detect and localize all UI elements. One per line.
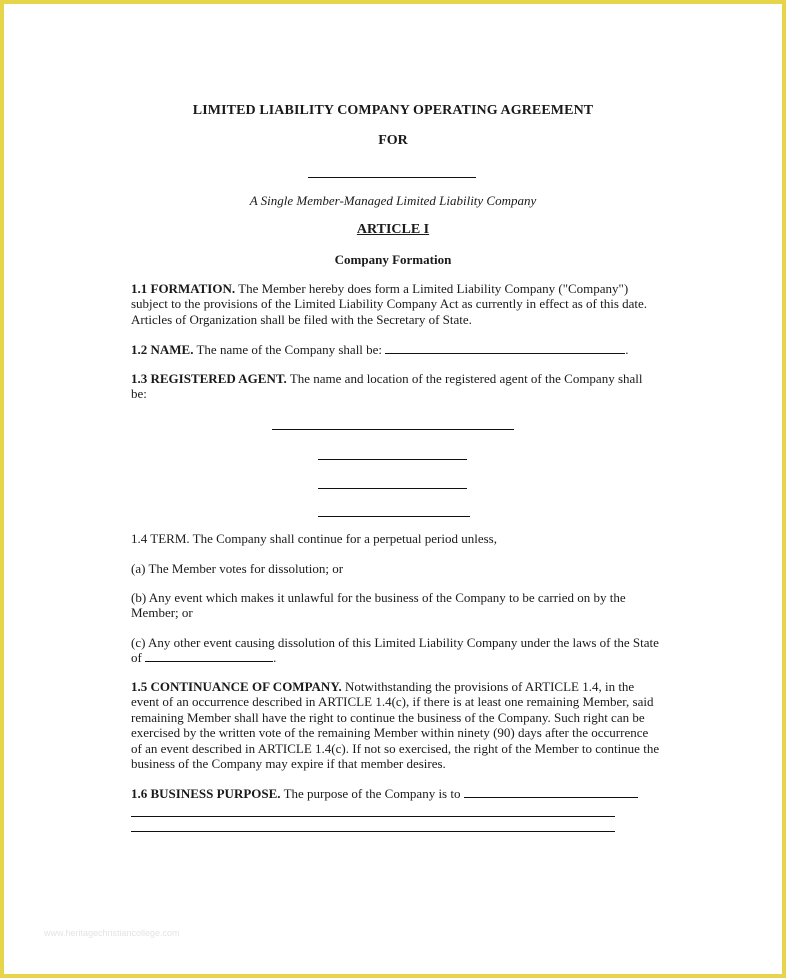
section-1-6-body: The purpose of the Company is to (283, 786, 461, 801)
section-1-4-a: (a) The Member votes for dissolution; or (131, 561, 344, 576)
purpose-line-3[interactable] (131, 831, 615, 832)
section-1-2-heading: 1.2 NAME. (131, 342, 194, 357)
agent-address-line-2[interactable] (318, 488, 467, 489)
section-1-2-body: The name of the Company shall be: (196, 342, 383, 357)
state-field[interactable] (145, 650, 273, 662)
document-title: LIMITED LIABILITY COMPANY OPERATING AGREEMENT (192, 103, 594, 118)
section-1-4-c (131, 635, 661, 666)
section-1-3 (131, 371, 661, 402)
section-1-4-c-text: (c) Any other event causing dissolution of this Limited Liability Company under the laws of the State of (131, 635, 659, 666)
article-subheading: Company Formation (334, 252, 452, 267)
section-1-1-body: The Member hereby does form a Limited Liability Company ("Company") subject to the provisions of the Limited Liability Company Act as currently in effect as of this date. Articles of Organization shall be filed with the Secretary of State. (131, 281, 648, 327)
article-heading: ARTICLE I (356, 222, 430, 237)
section-1-2 (131, 342, 691, 357)
purpose-line-2[interactable] (131, 816, 615, 817)
agent-address-line-3[interactable] (318, 516, 470, 517)
section-1-4: 1.4 TERM. The Company shall continue for a perpetual period unless, (131, 531, 497, 546)
company-name-blank[interactable] (308, 177, 476, 178)
document-subtitle: A Single Member-Managed Limited Liability Company (249, 193, 537, 208)
section-1-6 (131, 786, 691, 801)
section-1-6-heading: 1.6 BUSINESS PURPOSE. (131, 786, 281, 801)
section-1-5 (131, 679, 661, 771)
agent-name-line[interactable] (272, 429, 514, 430)
section-1-1 (131, 281, 661, 327)
watermark-text: www.heritagechristiancollege.com (44, 928, 180, 938)
section-1-3-body: The name and location of the registered agent of the Company shall be: (131, 371, 643, 402)
section-1-4-b: (b) Any event which makes it unlawful for the business of the Company to be carried on by the Member; or (131, 590, 626, 621)
section-1-2-period: . (625, 342, 629, 357)
agent-address-line-1[interactable] (318, 459, 467, 460)
section-1-1-heading: 1.1 FORMATION. (131, 281, 236, 296)
company-name-field[interactable] (385, 342, 625, 354)
section-1-5-heading: 1.5 CONTINUANCE OF COMPANY. (131, 679, 342, 694)
purpose-field[interactable] (464, 786, 638, 798)
section-1-4-c-period: . (273, 650, 277, 666)
section-1-5-body: Notwithstanding the provisions of ARTICLE 1.4, in the event of an occurrence described in ARTICLE 1.4(c), if there is at least one remaining Member, said remaining Member shall have the right to continue the business of the Company. Such right can be exercised by the written vote of the remaining Member within ninety (90) days after the occurrence of an event described in ARTICLE 1.4(c). If not so exercised, the right of the Member to continue the business of the Company may expire if that member desires. (131, 679, 660, 772)
section-1-3-heading: 1.3 REGISTERED AGENT. (131, 371, 287, 386)
for-label: FOR (378, 133, 408, 148)
